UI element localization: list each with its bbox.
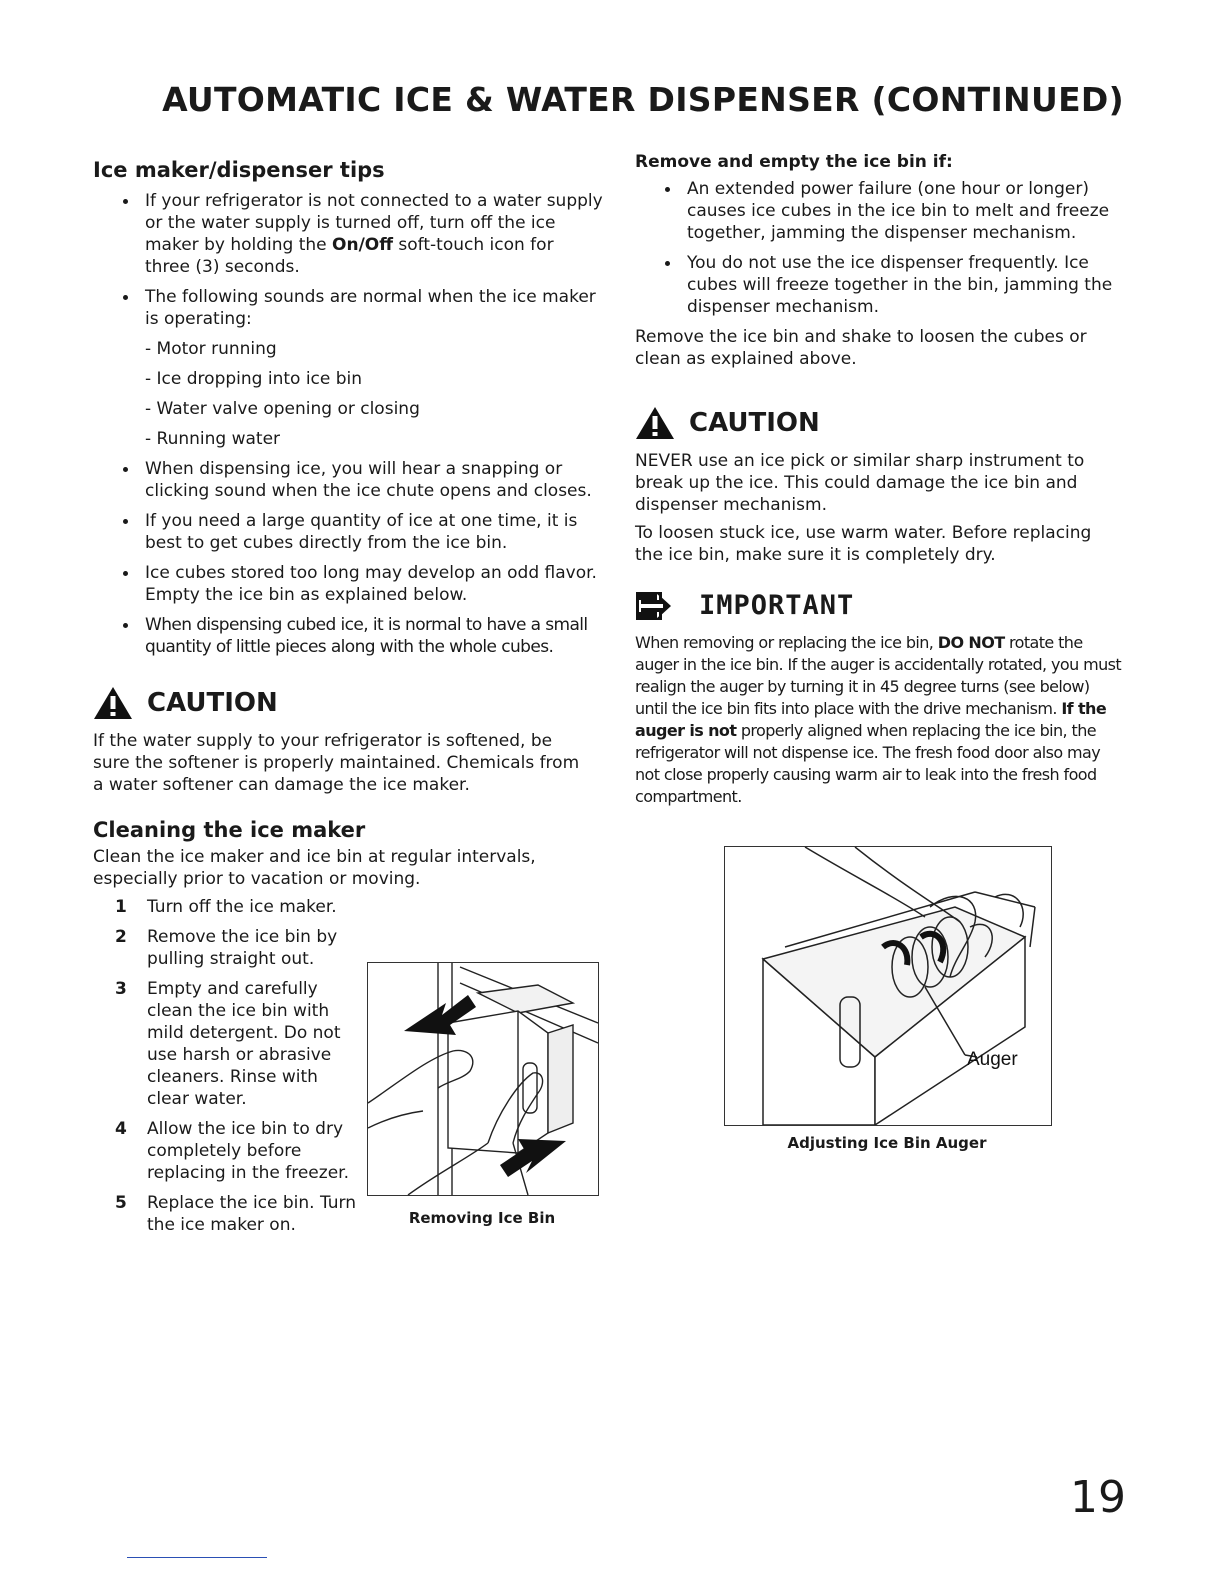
remove-bin-list — [665, 178, 1127, 318]
caution-heading: CAUTION — [635, 406, 1127, 440]
important-text: When removing or replacing the ice bin, DO NOT rotate the auger in the ice bin. If the auger is accidentally rotated, you must realign the auger by turning it in 45 degree turns (see below) until the ice bin fits into place with the drive mechanism. If the auger is not properly aligned when replacing the ice bin, the refrigerator will not dispense ice. The fresh food door also may not close properly causing warm air to leak into the fresh food compartment. — [635, 633, 1122, 806]
cleaning-intro: Clean the ice maker and ice bin at regular intervals, especially prior to vacation or moving. — [93, 847, 536, 889]
list-item: Ice cubes stored too long may develop an odd flavor. Empty the ice bin as explained below. — [123, 562, 603, 606]
list-item: When dispensing ice, you will hear a snapping or clicking sound when the ice chute opens and closes. — [123, 458, 603, 502]
tips-list — [123, 190, 603, 658]
remove-bin-heading: Remove and empty the ice bin if: — [635, 152, 953, 172]
tips-heading: Ice maker/dispenser tips — [93, 158, 385, 182]
list-item: - Water valve opening or closing — [145, 398, 603, 420]
arrow-box-icon — [635, 588, 677, 622]
footer-divider — [127, 1557, 267, 1558]
warning-triangle-icon — [93, 686, 133, 720]
list-item: 1 Turn off the ice maker. — [115, 897, 337, 917]
list-item: The following sounds are normal when the ice maker is operating: - Motor running - Ice dropping into ice bin - Water valve opening or closing - Running water — [123, 286, 603, 450]
auger-figure-caption: Adjusting Ice Bin Auger — [787, 1134, 987, 1152]
right-column — [635, 152, 1127, 808]
list-item: When dispensing cubed ice, it is normal to have a small quantity of little pieces along with the whole cubes. — [123, 614, 603, 658]
removing-ice-bin-caption: Removing Ice Bin — [408, 1209, 556, 1227]
list-item: You do not use the ice dispenser frequently. Ice cubes will freeze together in the bin, jamming the dispenser mechanism. — [665, 252, 1127, 318]
warning-triangle-icon — [635, 406, 675, 440]
caution-heading: CAUTION — [93, 686, 603, 720]
list-item: - Motor running — [145, 338, 603, 360]
important-heading: IMPORTANT — [635, 588, 1127, 622]
removing-ice-bin-figure — [367, 962, 599, 1196]
list-item: - Ice dropping into ice bin — [145, 368, 603, 390]
cleaning-heading: Cleaning the ice maker — [93, 818, 366, 842]
auger-figure — [724, 846, 1052, 1126]
list-item: 5 Replace the ice bin. Turn the ice maker on. — [115, 1193, 357, 1235]
remove-bin-text: Remove the ice bin and shake to loosen the cubes or clean as explained above. — [635, 327, 1087, 369]
removing-ice-bin-illustration — [368, 963, 598, 1195]
caution-text: NEVER use an ice pick or similar sharp instrument to break up the ice. This could damage the ice bin and dispenser mechanism. — [635, 451, 1085, 515]
list-item: If your refrigerator is not connected to a water supply or the water supply is turned off, turn off the ice maker by holding the On/Off soft-touch icon for three (3) seconds. — [123, 190, 603, 278]
list-item: If you need a large quantity of ice at one time, it is best to get cubes directly from the ice bin. — [123, 510, 603, 554]
auger-label: Auger — [967, 1049, 1018, 1070]
page-title: AUTOMATIC ICE & WATER DISPENSER (CONTINUED) — [162, 80, 1124, 119]
list-item: An extended power failure (one hour or longer) causes ice cubes in the ice bin to melt and freeze together, jamming the dispenser mechanism. — [665, 178, 1127, 244]
list-item: 3 Empty and carefully clean the ice bin with mild detergent. Do not use harsh or abrasive cleaners. Rinse with clear water. — [115, 979, 341, 1109]
list-item: 4 Allow the ice bin to dry completely before replacing in the freezer. — [115, 1119, 349, 1183]
cleaning-steps — [115, 896, 360, 1236]
list-item: - Running water — [145, 428, 603, 450]
sounds-list — [145, 338, 603, 450]
page-number: 19 — [1070, 1472, 1126, 1523]
caution-text: To loosen stuck ice, use warm water. Before replacing the ice bin, make sure it is completely dry. — [635, 523, 1092, 565]
auger-illustration — [725, 847, 1051, 1125]
caution-text: If the water supply to your refrigerator is softened, be sure the softener is properly maintained. Chemicals from a water softener can damage the ice maker. — [93, 731, 580, 795]
list-item: 2 Remove the ice bin by pulling straight out. — [115, 927, 338, 969]
